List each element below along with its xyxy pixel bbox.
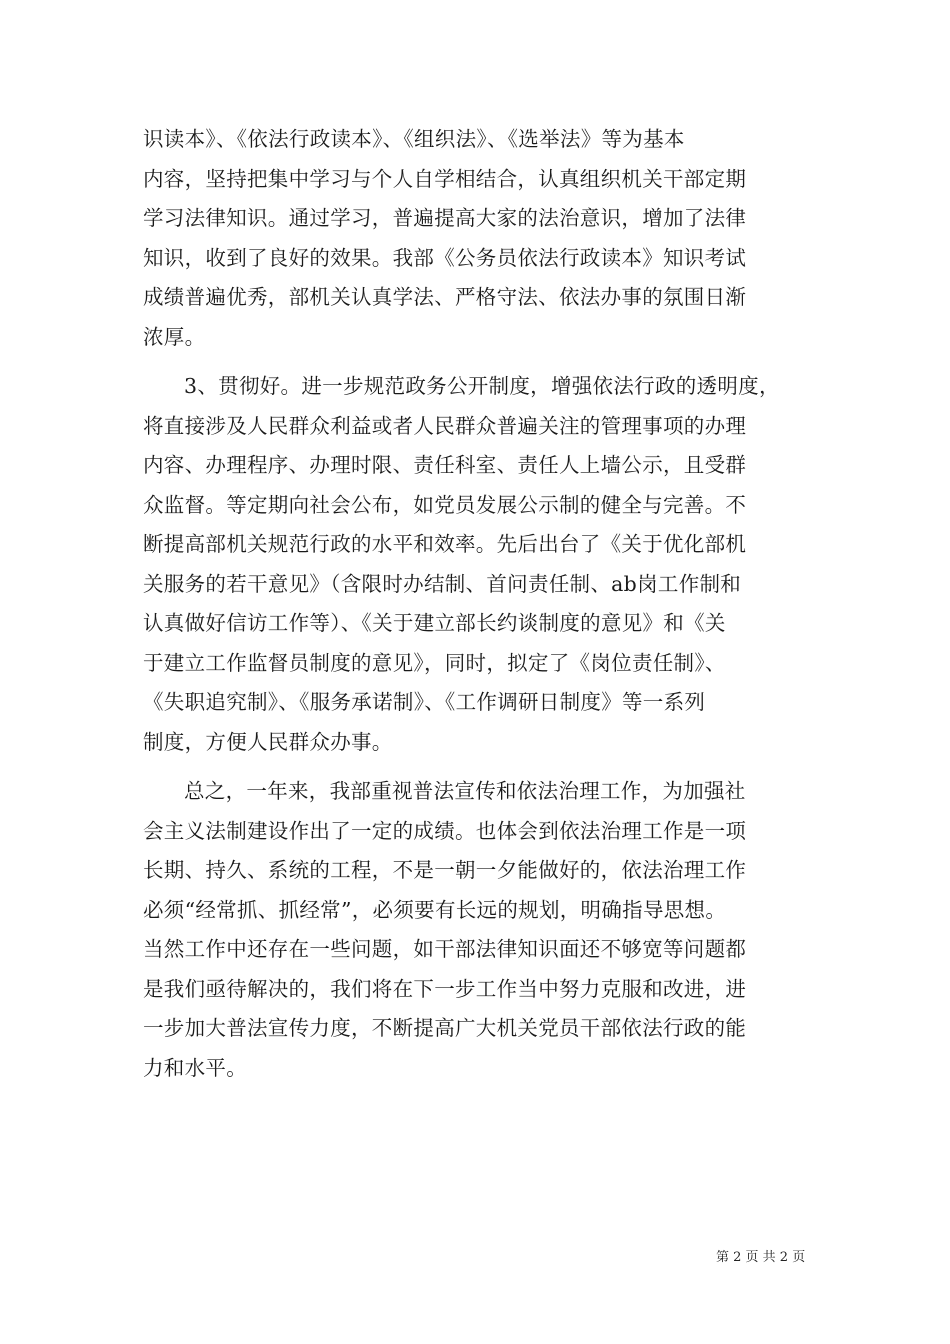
paragraph-2	[143, 367, 805, 762]
paragraph-line: 当然工作中还存在一些问题，如干部法律知识面还不够宽等问题都	[143, 937, 747, 961]
paragraph-line: 力和水平。	[143, 1055, 247, 1080]
paragraph-line: 3、贯彻好。进一步规范政务公开制度，增强依法行政的透明度，	[184, 374, 780, 398]
paragraph-line: 必须“经常抓、抓经常”，必须要有长远的规划，明确指导思想。	[143, 897, 727, 922]
paragraph-line: 知识，收到了良好的效果。我部《公务员依法行政读本》知识考试	[143, 245, 747, 270]
paragraph-line: 内容，坚持把集中学习与个人自学相结合，认真组织机关干部定期	[143, 166, 747, 191]
paragraph-line: 总之，一年来，我部重视普法宣传和依法治理工作，为加强社	[184, 779, 746, 803]
paragraph-line: 制度，方便人民群众办事。	[143, 729, 393, 754]
paragraph-line: 学习法律知识。通过学习，普遍提高大家的法治意识，增加了法律	[143, 206, 747, 230]
page-number-footer: 第 2 页 共 2 页	[716, 1250, 806, 1265]
paragraph-line: 于建立工作监督员制度的意见》，同时，拟定了《岗位责任制》、	[143, 650, 726, 675]
paragraph-line: 一步加大普法宣传力度，不断提高广大机关党员干部依法行政的能	[143, 1016, 747, 1040]
paragraph-line: 内容、办理程序、办理时限、责任科室、责任人上墙公示，且受群	[143, 453, 747, 477]
paragraph-line: 断提高部机关规范行政的水平和效率。先后出台了《关于优化部机	[143, 532, 747, 556]
paragraph-line: 浓厚。	[143, 324, 206, 349]
paragraph-line: 是我们亟待解决的，我们将在下一步工作当中努力克服和改进，进	[143, 976, 747, 1001]
document-body	[143, 120, 805, 1088]
paragraph-line: 《失职追究制》、《服务承诺制》、《工作调研日制度》等一系列	[143, 690, 706, 714]
paragraph-3	[143, 772, 805, 1088]
paragraph-line: 将直接涉及人民群众利益或者人民群众普遍关注的管理事项的办理	[143, 413, 747, 438]
paragraph-line: 会主义法制建设作出了一定的成绩。也体会到依法治理工作是一项	[143, 818, 747, 843]
paragraph-line: 识读本》、《依法行政读本》、《组织法》、《选举法》等为基本	[143, 127, 685, 151]
paragraph-line: 长期、持久、系统的工程，不是一朝一夕能做好的，依法治理工作	[143, 858, 747, 882]
paragraph-line: 认真做好信访工作等）、《关于建立部长约谈制度的意见》和《关	[143, 611, 726, 635]
paragraph-line: 关服务的若干意见》（含限时办结制、首问责任制、ab岗工作制和	[143, 571, 742, 596]
paragraph-1	[143, 120, 805, 357]
paragraph-line: 成绩普遍优秀，部机关认真学法、严格守法、依法办事的氛围日渐	[143, 285, 747, 309]
paragraph-line: 众监督。等定期向社会公布，如党员发展公示制的健全与完善。不	[143, 492, 747, 517]
